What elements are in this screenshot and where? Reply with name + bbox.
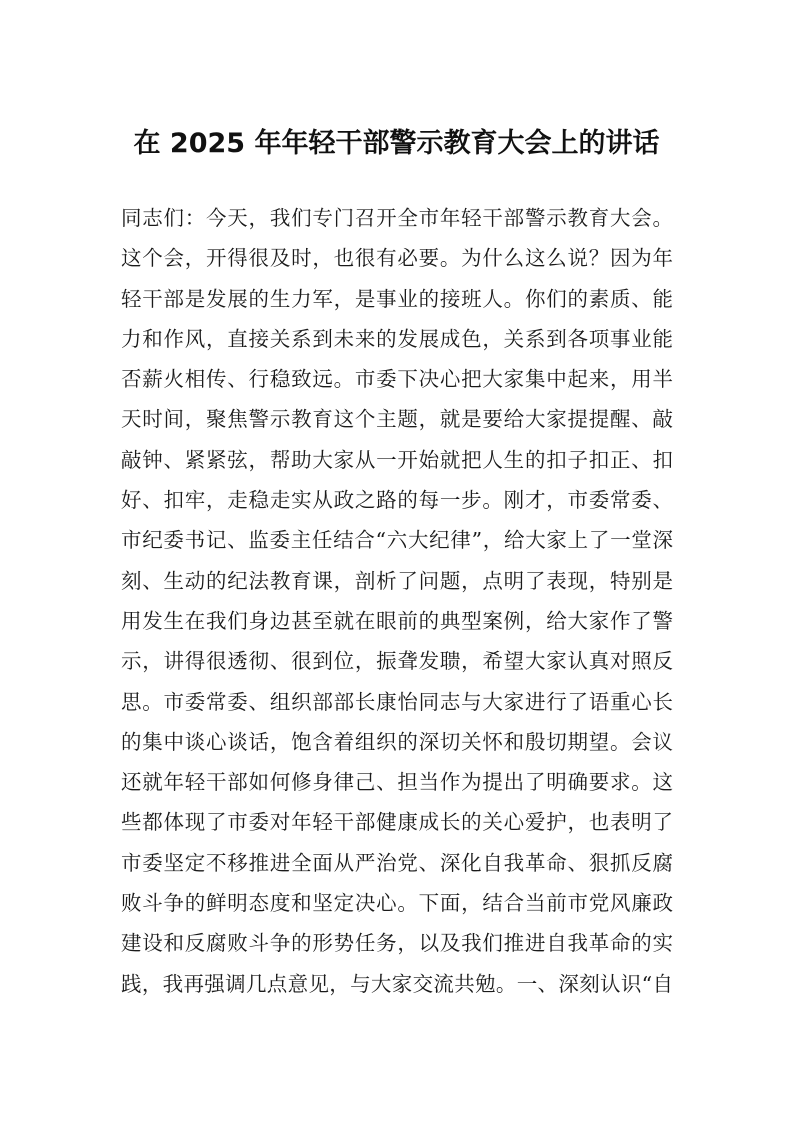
body-line: 同志们：今天，我们专门召开全市年轻干部警示教育大会。 (121, 206, 673, 230)
body-line: 还就年轻干部如何修身律己、担当作为提出了明确要求。这 (121, 770, 673, 795)
body-line: 天时间，聚焦警示教育这个主题，就是要给大家提提醒、敲 (121, 407, 673, 432)
body-line: 思。市委常委、组织部部长康怡同志与大家进行了语重心长 (121, 689, 673, 714)
body-line: 建设和反腐败斗争的形势任务，以及我们推进自我革命的实 (121, 931, 673, 956)
body-line: 些都体现了市委对年轻干部健康成长的关心爱护，也表明了 (121, 810, 673, 835)
document-title: 在 2025 年年轻干部警示教育大会上的讲话 (133, 128, 660, 159)
body-line: 刻、生动的纪法教育课，剖析了问题，点明了表现，特别是 (121, 568, 673, 593)
speech-body (121, 198, 673, 1004)
body-line: 否薪火相传、行稳致远。市委下决心把大家集中起来，用半 (121, 367, 673, 392)
body-line: 市纪委书记、监委主任结合“六大纪律”，给大家上了一堂深 (121, 528, 673, 553)
body-line: 轻干部是发展的生力军，是事业的接班人。你们的素质、能 (121, 286, 673, 311)
body-line: 用发生在我们身边甚至就在眼前的典型案例，给大家作了警 (121, 608, 673, 633)
body-line: 敲钟、紧紧弦，帮助大家从一开始就把人生的扣子扣正、扣 (121, 447, 673, 472)
body-line: 市委坚定不移推进全面从严治党、深化自我革命、狠抓反腐 (121, 850, 673, 875)
body-line: 示，讲得很透彻、很到位，振聋发聩，希望大家认真对照反 (121, 649, 673, 674)
body-line: 力和作风，直接关系到未来的发展成色，关系到各项事业能 (121, 326, 673, 351)
body-line: 这个会，开得很及时，也很有必要。为什么这么说？因为年 (121, 246, 673, 271)
body-line: 的集中谈心谈话，饱含着组织的深切关怀和殷切期望。会议 (121, 729, 673, 754)
body-line: 好、扣牢，走稳走实从政之路的每一步。刚才，市委常委、 (121, 488, 673, 513)
body-line: 败斗争的鲜明态度和坚定决心。下面，结合当前市党风廉政 (121, 891, 673, 916)
body-line: 践，我再强调几点意见，与大家交流共勉。一、深刻认识“自 (121, 971, 673, 996)
